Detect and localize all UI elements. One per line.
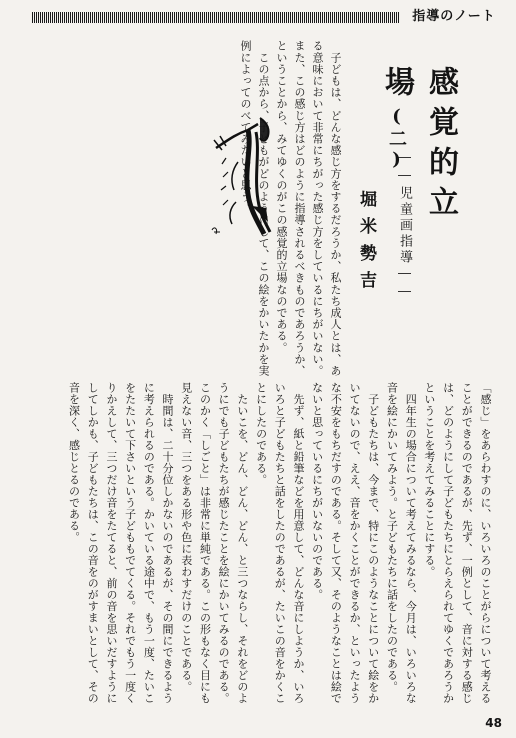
header-title: 指導のノート <box>400 6 508 28</box>
article-intro-text: 子どもは、どんな感じ方をするだろうか、私たち成人とは、ある意味において非常にちがった感じ方をしているにちがいない。 また、この感じ方はどのように指導されるべきものであろうか、ということから、みてゆくのがこの感覚的立場なのである。 この点から、子どもがどのようにして、この絵をかいたかを実例によってのべてみたいと思う。 <box>239 40 342 377</box>
header-rule <box>32 12 432 23</box>
page-number: 48 <box>485 716 502 730</box>
article-title-number: (二) <box>386 106 407 172</box>
article-title-text: 感覚的立場 <box>379 66 458 226</box>
article-author: 堀米勢吉 <box>356 190 376 298</box>
article-subtitle: ――児童画指導―― <box>397 150 412 302</box>
article-body-text: 「感じ」をあらわすのに、いろいろのことがらについて考えることができるのであるが、先ず、一例として、音に対する感じは、どのようにして子どもたちにとらえられてゆくであろうかということを考えてみることにする。 四年生の場合について考えてみるなら、今月は、いろいろな音を絵にかいてみよう。と子どもたちに話をしたのである。 子どもたちは、今まで、特にこのようなことについて絵をかいてないので、ええ、音をかくことができるか、といったような不安をもちだすのである。そして又、そのようなことは絵でないと思っているにちがいないのである。 先ず、紙と鉛筆などを用意して、どんな音にしようか、いろいろと子どもたちと話をしたのであるが、たいこの音をかくことにしたのである。 たいこを、どん、どん、どん、と三つならし、それをどのようにでも子どもたちが感じたことを絵にかいてみるのである。このかく「しごと」は非常に単純である。この形もなく目にも見えない音、三つをある形や色に表わすだけのことである。 時間は、二十分位しかないのであるが、その間にできるように考えられるのである。かいている途中で、もう一度、たいこをたたいて下さいという子どももでてくる。それでもう一度くりかえして、三つだけ音をたてると、前の音を思いだすようにしてしかも、子どもたちは、この音をのがすまいとして、その音を深く、感じとるのである。 <box>67 382 492 704</box>
